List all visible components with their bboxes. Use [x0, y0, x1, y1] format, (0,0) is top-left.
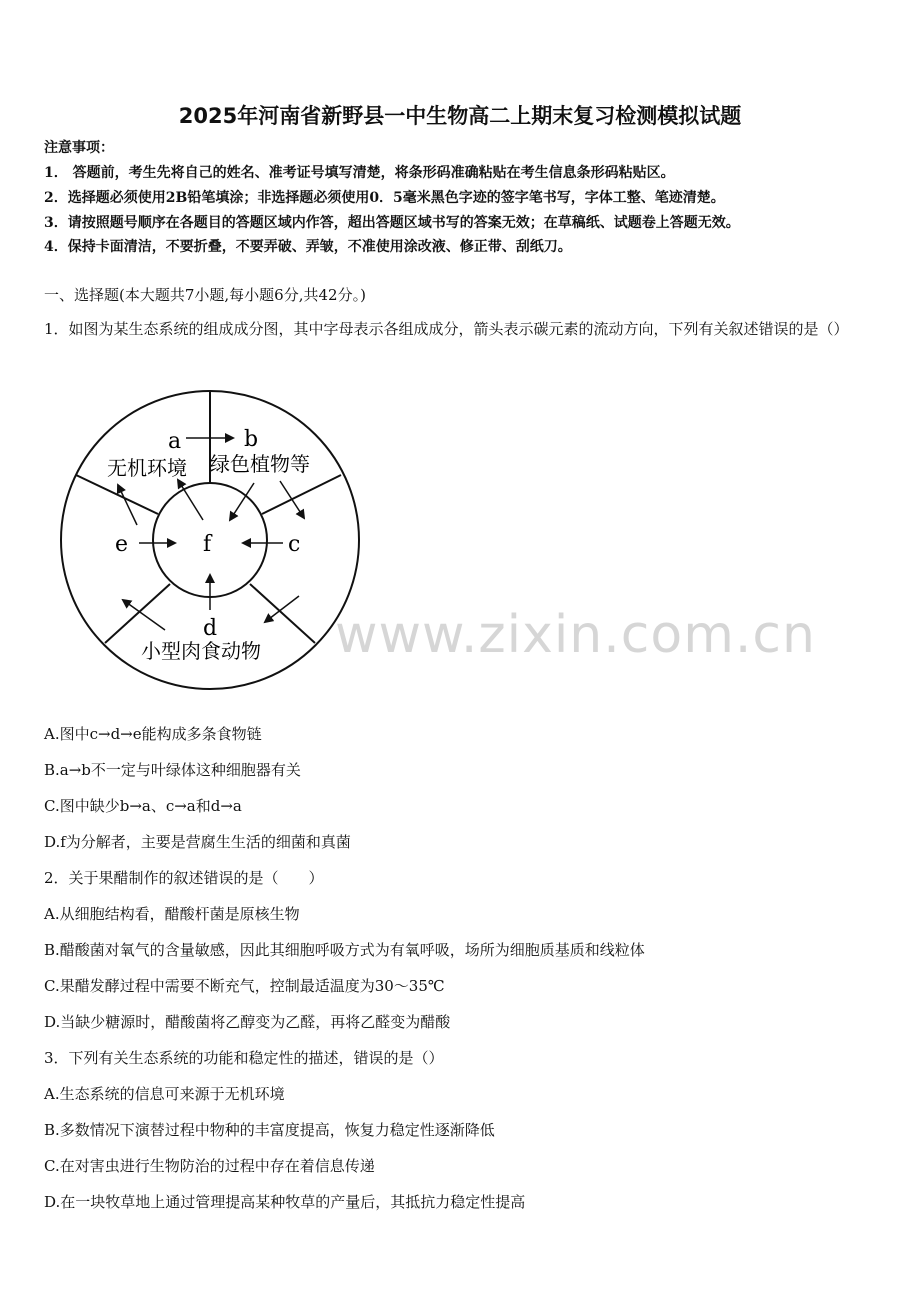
q1-option-c: C.图中缺少b→a、c→a和d→a: [44, 797, 242, 815]
divider-left: [76, 475, 158, 514]
note-1: 1． 答题前，考生先将自己的姓名、准考证号填写清楚，将条形码准确粘贴在考生信息条形码粘贴区。: [44, 165, 675, 181]
label-c: c: [288, 532, 301, 557]
q3-option-a: A.生态系统的信息可来源于无机环境: [44, 1085, 285, 1103]
q1-option-a: A.图中c→d→e能构成多条食物链: [44, 725, 262, 743]
label-e: e: [115, 532, 129, 557]
q3-option-b: B.多数情况下演替过程中物种的丰富度提高，恢复力稳定性逐渐降低: [44, 1121, 495, 1139]
question-1-stem: 1．如图为某生态系统的组成成分图，其中字母表示各组成成分，箭头表示碳元素的流动方向，下列有关叙述错误的是（）: [44, 320, 849, 338]
note-4: 4．保持卡面清洁，不要折叠，不要弄破、弄皱，不准使用涂改液、修正带、刮纸刀。: [44, 239, 572, 255]
notes-heading: 注意事项：: [44, 140, 114, 156]
q2-option-b: B.醋酸菌对氧气的含量敏感，因此其细胞呼吸方式为有氧呼吸，场所为细胞质基质和线粒体: [44, 941, 645, 959]
ecosystem-diagram: [58, 388, 368, 698]
page-title: 2025年河南省新野县一中生物高二上期末复习检测模拟试题: [178, 104, 742, 128]
arrow-d-to-a: [123, 600, 165, 630]
q2-option-d: D.当缺少糖源时，醋酸菌将乙醇变为乙醛，再将乙醛变为醋酸: [44, 1013, 451, 1031]
divider-right: [262, 475, 341, 514]
watermark: www.zixin.com.cn: [335, 605, 816, 665]
question-3-stem: 3．下列有关生态系统的功能和稳定性的描述，错误的是（）: [44, 1049, 444, 1067]
q3-option-d: D.在一块牧草地上通过管理提高某种牧草的产量后，其抵抗力稳定性提高: [44, 1193, 526, 1211]
arrow-b-to-c: [280, 481, 304, 518]
label-d: d: [203, 616, 218, 641]
divider-bottom-right: [250, 584, 315, 643]
divider-bottom-left: [105, 584, 170, 643]
q3-option-c: C.在对害虫进行生物防治的过程中存在着信息传递: [44, 1157, 375, 1175]
question-2-stem: 2．关于果醋制作的叙述错误的是（ ）: [44, 869, 324, 887]
note-2: 2．选择题必须使用2B铅笔填涂；非选择题必须使用0．5毫米黑色字迹的签字笔书写，字体工整、笔迹清楚。: [44, 190, 725, 206]
label-green-plants: 绿色植物等: [210, 452, 310, 476]
note-3: 3．请按照题号顺序在各题目的答题区域内作答，超出答题区域书写的答案无效；在草稿纸、试题卷上答题无效。: [44, 215, 740, 231]
label-a: a: [168, 429, 182, 454]
label-b: b: [244, 427, 259, 452]
arrow-e-to-a: [118, 485, 137, 525]
q2-option-c: C.果醋发酵过程中需要不断充气，控制最适温度为30～35℃: [44, 977, 445, 995]
label-inorganic-environment: 无机环境: [107, 456, 187, 480]
label-f: f: [203, 532, 212, 557]
q2-option-a: A.从细胞结构看，醋酸杆菌是原核生物: [44, 905, 300, 923]
label-small-carnivores: 小型肉食动物: [141, 639, 261, 663]
q1-option-b: B.a→b不一定与叶绿体这种细胞器有关: [44, 761, 301, 779]
arrow-c-to-d: [265, 596, 299, 622]
q1-option-d: D.f为分解者，主要是营腐生生活的细菌和真菌: [44, 833, 351, 851]
section-heading: 一、选择题(本大题共7小题,每小题6分,共42分。): [44, 286, 366, 304]
